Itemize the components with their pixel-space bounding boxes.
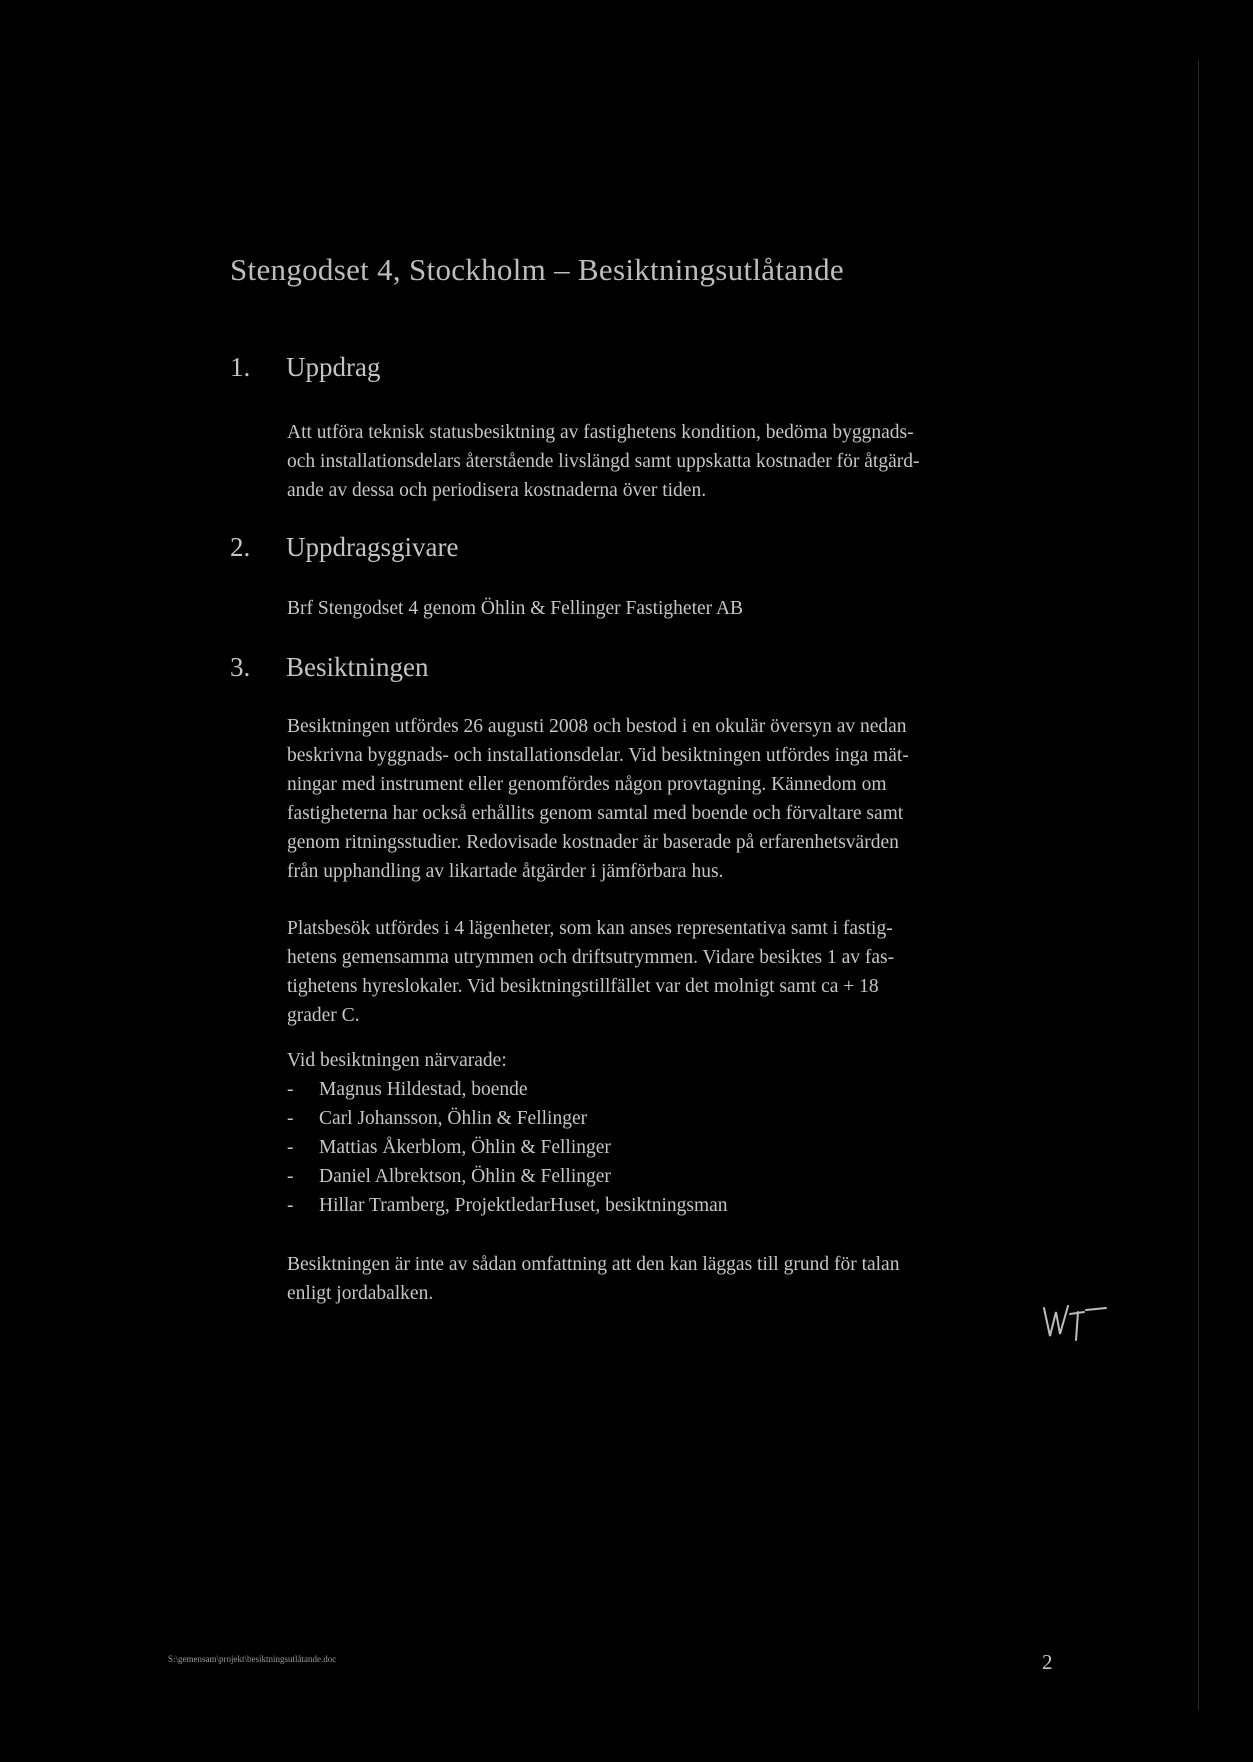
text-line: beskrivna byggnads- och installationsdelar. Vid besiktningen utfördes inga mät- bbox=[287, 745, 909, 766]
page-number: 2 bbox=[1042, 1650, 1053, 1674]
attendee-name: Daniel Albrektson, Öhlin & Fellinger bbox=[319, 1166, 611, 1187]
section-3-paragraph-1 bbox=[287, 712, 1057, 886]
bullet: - bbox=[287, 1079, 294, 1100]
footer-file-path: S:\gemensam\projekt\besiktningsutlåtande.doc bbox=[168, 1654, 337, 1664]
section-2-text bbox=[287, 594, 1057, 623]
section-1-title: Uppdrag bbox=[286, 352, 381, 382]
document-title: Stengodset 4, Stockholm – Besiktningsutlåtande bbox=[230, 252, 844, 287]
section-2-heading bbox=[230, 532, 458, 563]
attendee-intro: Vid besiktningen närvarade: bbox=[287, 1050, 507, 1071]
text-line: Besiktningen är inte av sådan omfattning att den kan läggas till grund för talan bbox=[287, 1254, 900, 1275]
text-line: enligt jordabalken. bbox=[287, 1283, 434, 1304]
attendee-name: Hillar Tramberg, ProjektledarHuset, besiktningsman bbox=[319, 1195, 728, 1216]
text-line: Att utföra teknisk statusbesiktning av fastighetens kondition, bedöma byggnads- bbox=[287, 422, 914, 443]
attendee-list bbox=[287, 1046, 728, 1220]
list-item bbox=[287, 1075, 728, 1104]
section-3-paragraph-2 bbox=[287, 914, 1057, 1030]
list-item bbox=[287, 1162, 728, 1191]
bullet: - bbox=[287, 1195, 294, 1216]
text-line: ningar med instrument eller genomfördes någon provtagning. Kännedom om bbox=[287, 774, 887, 795]
section-2-number: 2. bbox=[230, 532, 251, 562]
section-1-heading bbox=[230, 352, 380, 383]
text-line: Platsbesök utfördes i 4 lägenheter, som kan anses representativa samt i fastig- bbox=[287, 918, 893, 939]
bullet: - bbox=[287, 1108, 294, 1129]
text-line: tighetens hyreslokaler. Vid besiktningstillfället var det molnigt samt ca + 18 bbox=[287, 976, 879, 997]
attendee-name: Magnus Hildestad, boende bbox=[319, 1079, 528, 1100]
page-edge bbox=[1198, 60, 1199, 1710]
bullet: - bbox=[287, 1166, 294, 1187]
text-line: och installationsdelars återstående livslängd samt uppskatta kostnader för åtgärd- bbox=[287, 451, 920, 472]
section-1-text bbox=[287, 418, 1057, 505]
text-line: hetens gemensamma utrymmen och driftsutrymmen. Vidare besiktes 1 av fas- bbox=[287, 947, 895, 968]
attendee-name: Carl Johansson, Öhlin & Fellinger bbox=[319, 1108, 588, 1129]
text-line: Brf Stengodset 4 genom Öhlin & Fellinger Fastigheter AB bbox=[287, 598, 744, 619]
section-3-number: 3. bbox=[230, 652, 251, 682]
signature-initials bbox=[1040, 1300, 1110, 1345]
section-3-title: Besiktningen bbox=[286, 652, 429, 682]
list-item bbox=[287, 1104, 728, 1133]
list-item bbox=[287, 1133, 728, 1162]
list-item bbox=[287, 1191, 728, 1220]
section-1-number: 1. bbox=[230, 352, 251, 382]
section-3-heading bbox=[230, 652, 429, 683]
attendee-name: Mattias Åkerblom, Öhlin & Fellinger bbox=[319, 1137, 611, 1158]
text-line: genom ritningsstudier. Redovisade kostnader är baserade på erfarenhetsvärden bbox=[287, 832, 899, 853]
text-line: Besiktningen utfördes 26 augusti 2008 och bestod i en okulär översyn av nedan bbox=[287, 716, 907, 737]
bullet: - bbox=[287, 1137, 294, 1158]
text-line: grader C. bbox=[287, 1005, 360, 1026]
text-line: fastigheterna har också erhållits genom samtal med boende och förvaltare samt bbox=[287, 803, 904, 824]
section-2-title: Uppdragsgivare bbox=[286, 532, 459, 562]
text-line: från upphandling av likartade åtgärder i jämförbara hus. bbox=[287, 861, 724, 882]
section-3-closing bbox=[287, 1250, 1057, 1308]
text-line: ande av dessa och periodisera kostnaderna över tiden. bbox=[287, 480, 707, 501]
